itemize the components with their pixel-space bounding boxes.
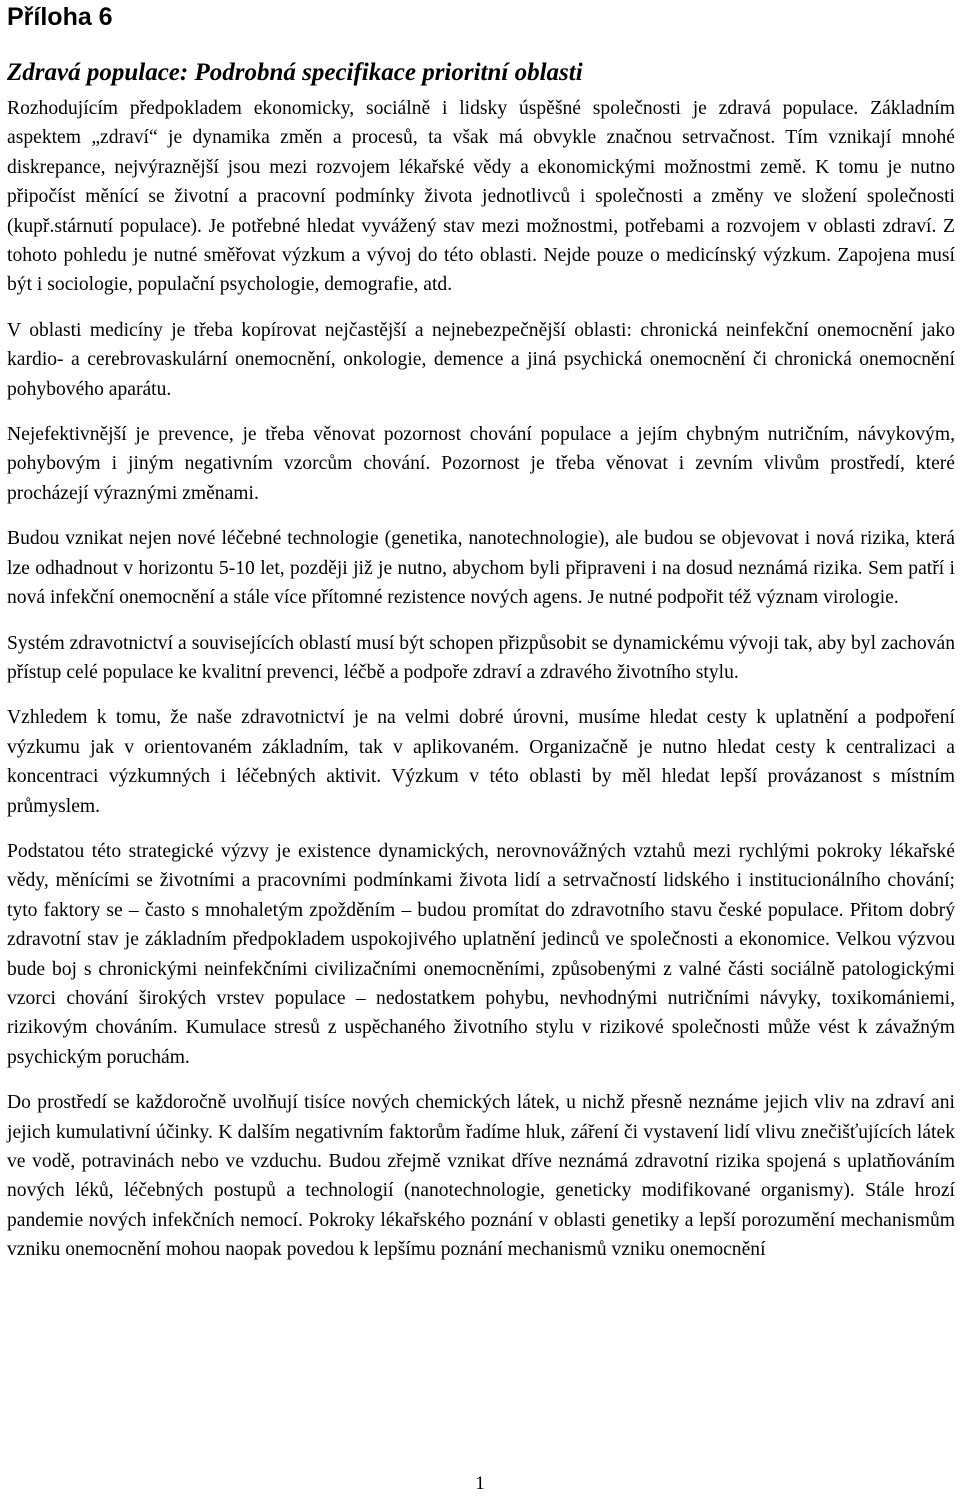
paragraph-prevention: Nejefektivnější je prevence, je třeba věnovat pozornost chování populace a jejím chybným nutričním, návykovým, pohybovým i jiným negativním vzorcům chování. Pozornost je třeba věnovat i zevním vlivům prostředí, které procházejí výraznými změnami. (7, 424, 955, 504)
paragraph-medicine: V oblasti medicíny je třeba kopírovat nejčastější a nejnebezpečnější oblasti: chronická neinfekční onemocnění jako kardio- a cerebrovaskulární onemocnění, onkologie, demence a jiná psychická onemocnění či chronická onemocnění pohybového aparátu. (7, 319, 955, 400)
paragraph-intro: Rozhodujícím předpokladem ekonomicky, sociálně i lidsky úspěšné společnosti je zdravá populace. Základním aspektem „zdraví“ je dynamika změn a procesů, ta však má obvykle značnou setrvačnost. Tím vznikají mnohé diskrepance, nejvýraznější jsou mezi rozvojem lékařské vědy a ekonomickými možnostmi země. K tomu je nutno připočíst měnící se životní a pracovní podmínky života jednotlivců i společnosti a změny ve složení společnosti (kupř.stárnutí populace). Je potřebné hledat vyvážený stav mezi možnostmi, potřebami a rozvojem v oblasti zdraví. Z tohoto pohledu je nutné směřovat výzkum a vývoj do této oblasti. Nejde pouze o medicínský výzkum. Zapojena musí být i sociologie, populační psychologie, demografie, atd. (7, 98, 955, 296)
paragraph-strategic-challenge: Podstatou této strategické výzvy je existence dynamických, nerovnovážných vztahů mezi rychlými pokroky lékařské vědy, měnícími se životními a pracovními podmínkami života lidí a setrvačností lidského i institucionálního chování; tyto faktory se – často s mnohaletým zpožděním – budou promítat do zdravotního stavu české populace. Přitom dobrý zdravotní stav je základním předpokladem uspokojivého uplatnění jedinců ve společnosti a ekonomice. Velkou výzvou bude boj s chronickými neinfekčními civilizačními onemocněními, způsobenými z valné části sociálně patologickými vzorci chování širokých vrstev populace – nedostatkem pohybu, nevhodnými nutričními návyky, toxikomániemi, rizikovým chováním. Kumulace stresů z uspěchaného životního stylu v rizikové společnosti může vést k závažným psychickým poruchám. (7, 840, 955, 1068)
annex-heading: Příloha 6 (7, 3, 113, 31)
paragraph-healthcare-system: Systém zdravotnictví a souvisejících oblastí musí být schopen přizpůsobit se dynamickému vývoji tak, aby byl zachován přístup celé populace ke kvalitní prevenci, léčbě a podpoře zdraví a zdravého životního stylu. (7, 632, 955, 683)
paragraph-research: Vzhledem k tomu, že naše zdravotnictví je na velmi dobré úrovni, musíme hledat cesty k uplatnění a podpoření výzkumu jak v orientovaném základním, tak v aplikovaném. Organizačně je nutno hledat cesty k centralizaci a koncentraci výzkumných i léčebných aktivit. Výzkum v této oblasti by měl hledat lepší provázanost s místním průmyslem. (7, 707, 955, 817)
page-number: 1 (475, 1473, 485, 1494)
document-page (7, 0, 955, 1265)
document-title: Zdravá populace: Podrobná specifikace prioritní oblasti (7, 59, 583, 86)
paragraph-environment: Do prostředí se každoročně uvolňují tisíce nových chemických látek, u nichž přesně neznáme jejich vliv na zdraví ani jejich kumulativní účinky. K dalším negativním faktorům řadíme hluk, záření či vystavení lidí vlivu znečišťujících látek ve vodě, potravinách nebo ve vzduchu. Budou zřejmě vznikat dříve neznámá zdravotní rizika spojená s uplatňováním nových léků, léčebných postupů a technologií (nanotechnologie, geneticky modifikované organismy). Stále hrozí pandemie nových infekčních nemocí. Pokroky lékařského poznání v oblasti genetiky a lepší porozumění mechanismům vzniku onemocnění mohou naopak povedou k lepšímu poznání mechanismů vzniku onemocnění (7, 1092, 955, 1261)
paragraph-technologies: Budou vznikat nejen nové léčebné technologie (genetika, nanotechnologie), ale budou se objevovat i nová rizika, která lze odhadnout v horizontu 5-10 let, později již je nutno, abychom byli připraveni i na dosud neznámá rizika. Sem patří i nová infekční onemocnění a stále více přítomné rezistence nových agens. Je nutné podpořit též význam virologie. (7, 528, 955, 609)
